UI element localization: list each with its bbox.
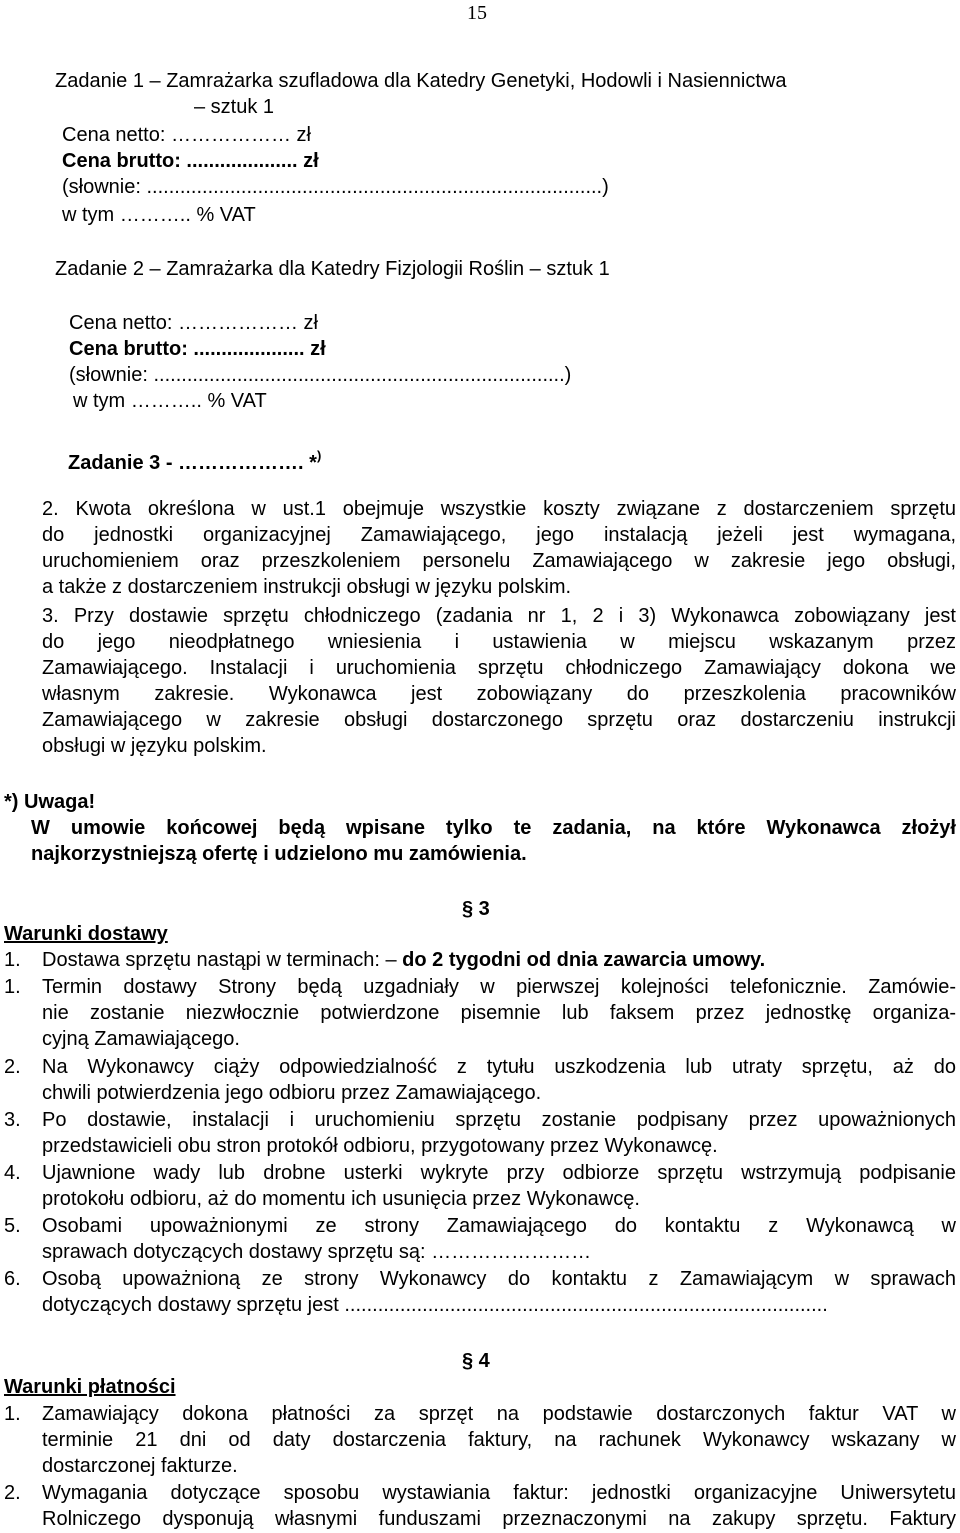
- list-item-line: Zamawiający dokona płatności za sprzęt na podstawie dostarczonych faktur VAT w: [42, 1403, 956, 1425]
- delivery-term: Dostawa sprzętu nastąpi w terminach: – do 2 tygodni od dnia zawarcia umowy.: [42, 949, 766, 971]
- list-item-line: cyjną Zamawiającego.: [42, 1028, 240, 1050]
- list-item-line: nie zostanie niezwłocznie potwierdzone pisemnie lub faksem przez jednostkę organiza-: [42, 1002, 956, 1024]
- list-item-line: Rolniczego dysponują własnymi funduszami przeznaczonymi na zakupy sprzętu. Faktury: [42, 1508, 956, 1530]
- task-1-price-net: Cena netto: ……………… zł: [62, 124, 311, 146]
- delivery-term-num: 1.: [4, 949, 21, 971]
- list-item-number: 2.: [4, 1482, 21, 1504]
- list-item-line: protokołu odbioru, aż do momentu ich usunięcia przez Wykonawcę.: [42, 1188, 640, 1210]
- list-item-line: Wymagania dotyczące sposobu wystawiania faktur: jednostki organizacyjne Uniwersytetu: [42, 1482, 956, 1504]
- section-3-heading: Warunki dostawy: [4, 923, 168, 945]
- paragraph-3-line6: obsługi w języku polskim.: [42, 735, 267, 757]
- task-2-price-gross: Cena brutto: .................... zł: [69, 338, 326, 360]
- page-number: 15: [467, 2, 487, 24]
- section-4-heading: Warunki płatności: [4, 1376, 176, 1398]
- task-1-price-gross: Cena brutto: .................... zł: [62, 150, 319, 172]
- paragraph-2-line1: 2. Kwota określona w ust.1 obejmuje wszystkie koszty związane z dostarczeniem sprzętu: [42, 498, 956, 520]
- paragraph-3-line2: do jego nieodpłatnego wniesienia i ustawienia w miejscu wskazanym przez: [42, 631, 956, 653]
- list-item-number: 5.: [4, 1215, 21, 1237]
- task-1-in-words: (słownie: ..................................................................................): [62, 176, 609, 198]
- task-1-vat: w tym ……….. % VAT: [62, 204, 256, 226]
- list-item-line: dostarczonej fakturze.: [42, 1455, 238, 1477]
- task-2-title: Zadanie 2 – Zamrażarka dla Katedry Fizjologii Roślin – sztuk 1: [55, 258, 610, 280]
- note-line1: W umowie końcowej będą wpisane tylko te zadania, na które Wykonawca złożył: [31, 817, 956, 839]
- list-item-number: 2.: [4, 1056, 21, 1078]
- list-item-line: Termin dostawy Strony będą uzgadniały w pierwszej kolejności telefonicznie. Zamówie-: [42, 976, 956, 998]
- list-item-line: przedstawicieli obu stron protokół odbioru, przygotowany przez Wykonawcę.: [42, 1135, 718, 1157]
- list-item-number: 6.: [4, 1268, 21, 1290]
- paragraph-2-line2: do jednostki organizacyjnej Zamawiającego, jego instalacją jeżeli jest wymagana,: [42, 524, 956, 546]
- task-2-price-net: Cena netto: ……………… zł: [69, 312, 318, 334]
- note-line2: najkorzystniejszą ofertę i udzielono mu zamówienia.: [31, 843, 527, 865]
- list-item-number: 4.: [4, 1162, 21, 1184]
- task-1-title-line1: Zadanie 1 – Zamrażarka szufladowa dla Katedry Genetyki, Hodowli i Nasiennictwa: [55, 70, 787, 92]
- list-item-number: 1.: [4, 1403, 21, 1425]
- paragraph-2-line4: a także z dostarczeniem instrukcji obsługi w języku polskim.: [42, 576, 572, 598]
- list-item-number: 3.: [4, 1109, 21, 1131]
- paragraph-2-line3: uruchomieniem oraz przeszkoleniem personelu Zamawiającego w zakresie jego obsługi,: [42, 550, 956, 572]
- note-heading: *) Uwaga!: [4, 791, 96, 813]
- paragraph-3-line4: własnym zakresie. Wykonawca jest zobowiązany do przeszkolenia pracowników: [42, 683, 956, 705]
- list-item-line: Po dostawie, instalacji i uruchomieniu sprzętu zostanie podpisany przez upoważnionych: [42, 1109, 956, 1131]
- paragraph-3-line1: 3. Przy dostawie sprzętu chłodniczego (zadania nr 1, 2 i 3) Wykonawca zobowiązany jest: [42, 605, 956, 627]
- list-item-line: sprawach dotyczących dostawy sprzętu są: ……………………: [42, 1241, 592, 1263]
- list-item-line: Na Wykonawcy ciąży odpowiedzialność z tytułu uszkodzenia lub utraty sprzętu, aż do: [42, 1056, 956, 1078]
- section-3-mark: § 3: [462, 898, 490, 920]
- task-2-vat: w tym ……….. % VAT: [73, 390, 267, 412]
- list-item-number: 1.: [4, 976, 21, 998]
- list-item-line: terminie 21 dni od daty dostarczenia faktury, na rachunek Wykonawcy wskazany w: [42, 1429, 956, 1451]
- list-item-line: Osobami upoważnionymi ze strony Zamawiającego do kontaktu z Wykonawcą w: [42, 1215, 956, 1237]
- list-item-line: dotyczących dostawy sprzętu jest .......................................................................................: [42, 1294, 828, 1316]
- list-item-line: chwili potwierdzenia jego odbioru przez Zamawiającego.: [42, 1082, 542, 1104]
- list-item-line: Ujawnione wady lub drobne usterki wykryte przy odbiorze sprzętu wstrzymują podpisanie: [42, 1162, 956, 1184]
- paragraph-3-line3: Zamawiającego. Instalacji i uruchomienia sprzętu chłodniczego Zamawiający dokona we: [42, 657, 956, 679]
- paragraph-3-line5: Zamawiającego w zakresie obsługi dostarczonego sprzętu oraz dostarczeniu instrukcji: [42, 709, 956, 731]
- list-item-line: Osobą upoważnioną ze strony Wykonawcy do kontaktu z Zamawiającym w sprawach: [42, 1268, 956, 1290]
- task-3-title: Zadanie 3 - ………………. *): [68, 448, 322, 474]
- task-1-title-line2: – sztuk 1: [194, 96, 275, 118]
- task-2-in-words: (słownie: ..........................................................................): [69, 364, 572, 386]
- section-4-mark: § 4: [462, 1350, 490, 1372]
